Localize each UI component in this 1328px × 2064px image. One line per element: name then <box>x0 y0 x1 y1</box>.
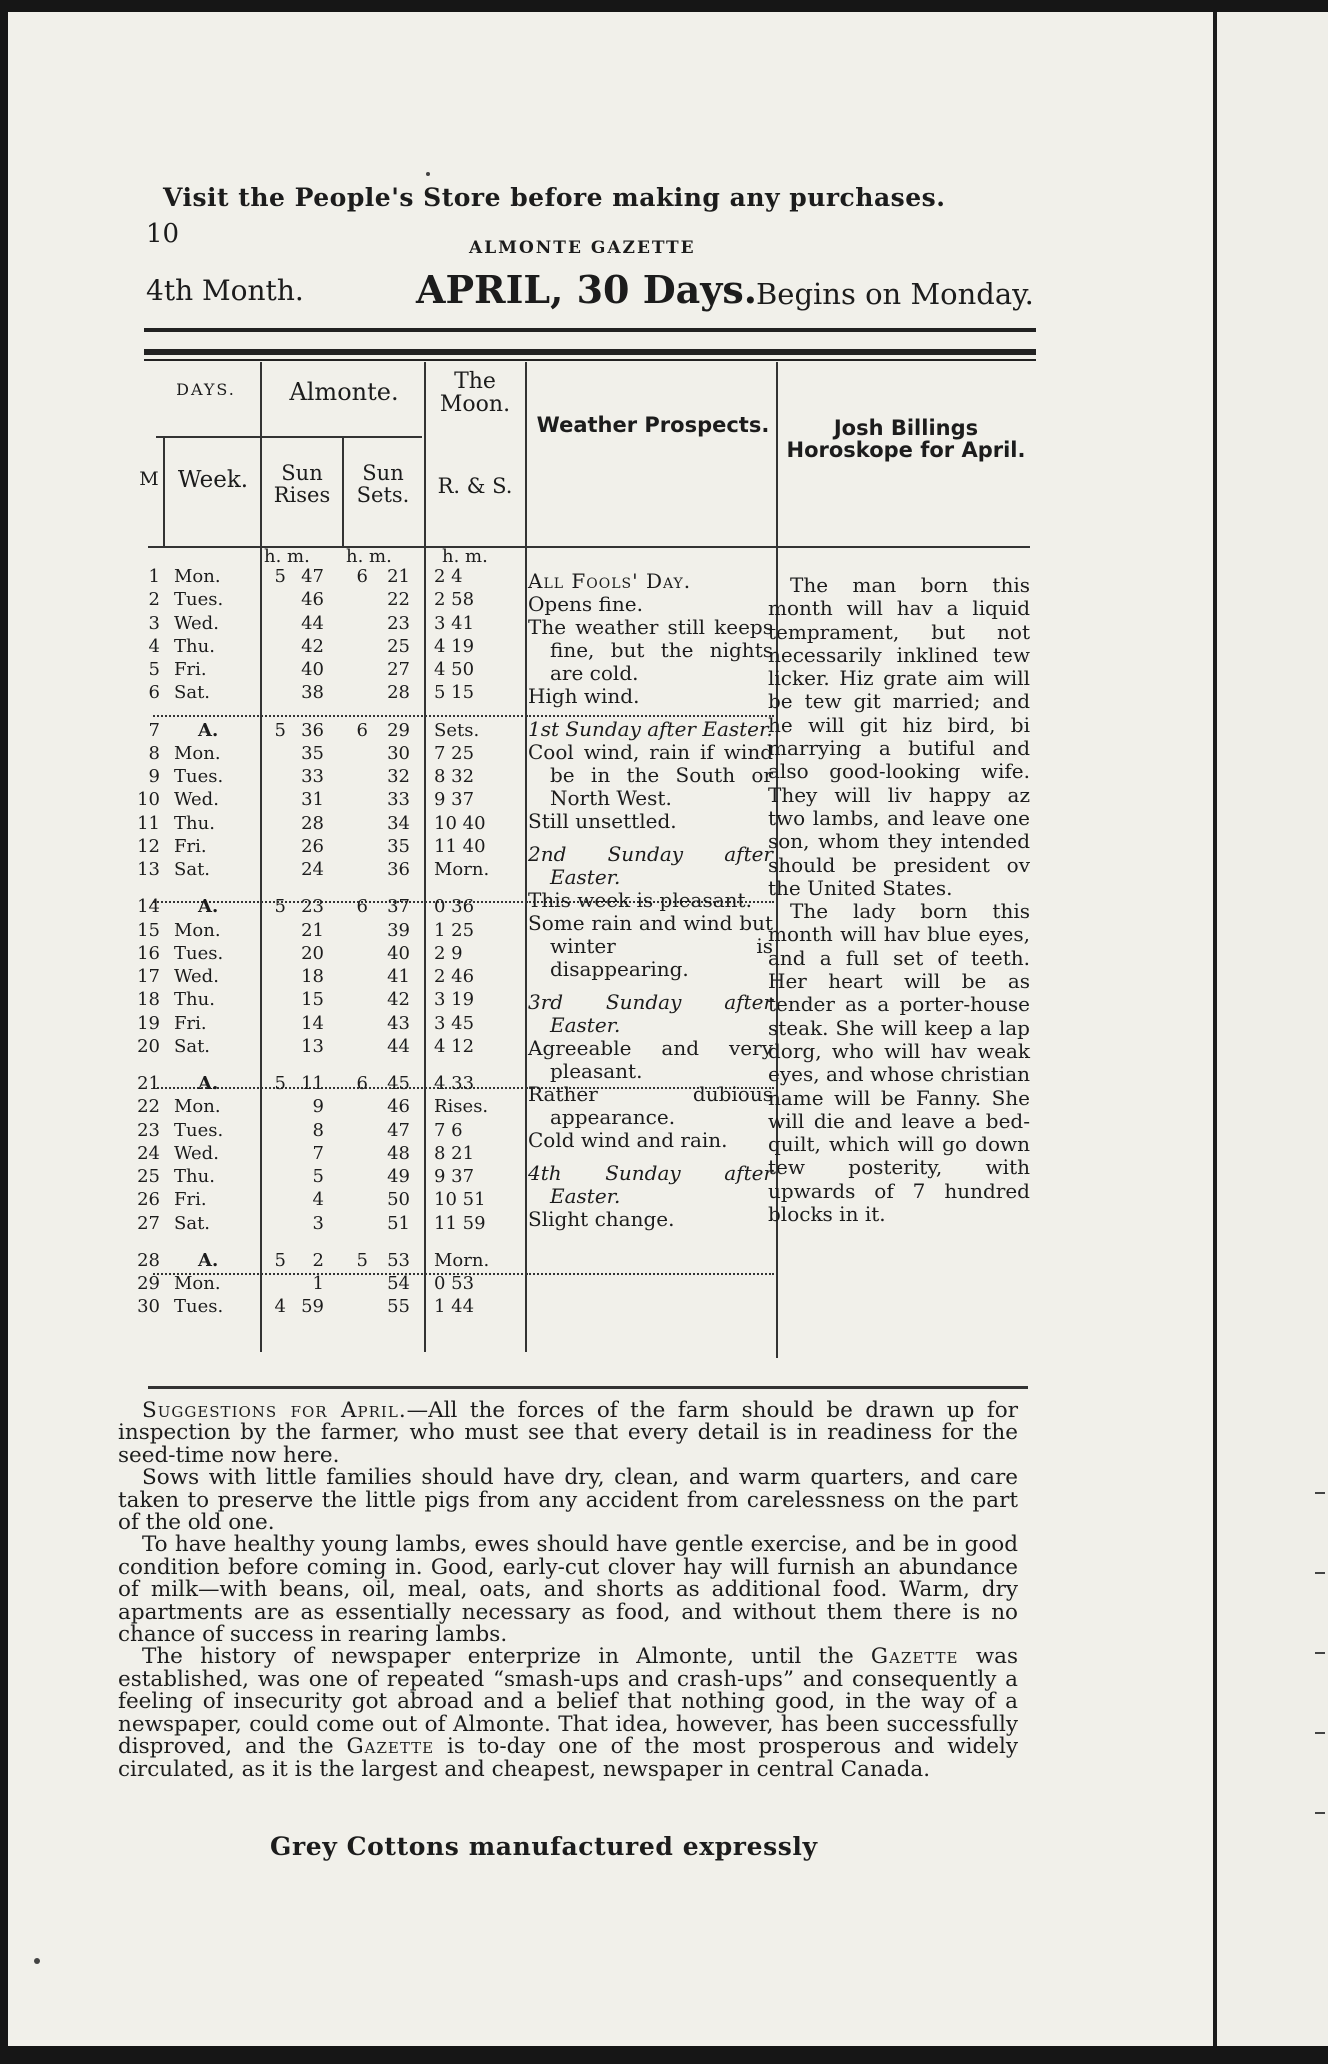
day-of-week: A. <box>198 719 219 741</box>
adjacent-page-edge <box>1213 12 1328 2046</box>
sunset-minute: 45 <box>387 1073 410 1094</box>
day-of-month: 7 <box>148 719 160 741</box>
weather-entry: Rather dubious appearance. <box>528 1082 773 1129</box>
weather-entry: 3rd Sunday after Easter. <box>528 990 773 1037</box>
sunset-minute: 42 <box>387 989 410 1011</box>
sunrise-minute: 24 <box>301 859 324 880</box>
moon-rise-set: 10 51 <box>434 1189 486 1211</box>
weather-entry: Agreeable and very pleasant. <box>528 1036 773 1083</box>
sunrise-minute: 35 <box>301 742 324 764</box>
day-of-month: 11 <box>137 812 160 834</box>
sunset-hour: 6 <box>356 719 368 741</box>
units-rise: h. m. <box>264 546 310 567</box>
day-of-month: 29 <box>137 1273 160 1294</box>
horoscope-man: The man born this month will hav a liquid temprament, but not necessarily inklined tew licker. Hiz grate aim will be tew git married; and he will git hiz bird, bi marrying a butiful and also good-looking wife. They will liv happy az two lambs, and leave one son, whom they intended should be president ov the United States. <box>768 573 1030 900</box>
suggestions-p1: —All the forces of the farm should be drawn up for inspection by the farmer, who must see that every detail is in readiness for the seed-time now here. <box>118 1398 1018 1468</box>
edge-mark <box>1315 1732 1325 1734</box>
sunset-minute: 30 <box>387 742 410 764</box>
sunrise-minute: 36 <box>301 719 324 741</box>
sunrise-minute: 2 <box>312 1249 324 1271</box>
sunrise-hour: 5 <box>274 566 286 587</box>
moon-rise-set: 0 53 <box>434 1273 475 1294</box>
sunset-minute: 39 <box>387 919 410 941</box>
day-of-month: 21 <box>137 1073 160 1094</box>
horoscope-lady: The lady born this month will hav blue eyes, and a full set of teeth. Her heart will be as tender as a porter-house steak. She will keep a lap dorg, who will hav weak eyes, and whose christian name will be Fanny. She will die and leave a bed-quilt, which will go down tew posterity, with upwards of 7 hundred blocks in it. <box>768 899 1030 1227</box>
day-of-week: Sat. <box>174 1212 211 1234</box>
day-of-week: Sat. <box>174 1035 211 1057</box>
day-of-month: 30 <box>137 1296 160 1318</box>
sunrise-minute: 28 <box>301 812 324 834</box>
moon-rise-set: Morn. <box>434 1249 490 1271</box>
sunset-minute: 35 <box>387 835 410 857</box>
suggestions-text <box>118 1400 1018 1781</box>
day-of-week: A. <box>198 1249 219 1271</box>
sunrise-hour: 5 <box>274 719 286 741</box>
moon-rise-set: 7 6 <box>434 1119 463 1141</box>
sunrise-minute: 46 <box>301 589 324 611</box>
sunset-minute: 49 <box>387 1166 410 1187</box>
sunrise-minute: 33 <box>301 766 324 787</box>
rule-top-2 <box>144 349 1036 355</box>
day-of-month: 8 <box>148 742 160 764</box>
day-of-week: Mon. <box>174 1096 221 1118</box>
weather-entry: The weather still keeps fine, but the nights are cold. <box>528 615 773 685</box>
sunrise-minute: 4 <box>312 1189 324 1211</box>
header-horoscope: Josh Billings Horoskope for April. <box>786 416 1026 463</box>
sunset-minute: 40 <box>387 942 410 964</box>
weather-entry: 1st Sunday after Easter. <box>528 717 773 741</box>
bottom-advertisement: Grey Cottons manufactured expressly <box>270 1832 818 1861</box>
sunrise-minute: 42 <box>301 635 324 657</box>
sunrise-minute: 44 <box>301 612 324 634</box>
day-of-month: 19 <box>137 1012 160 1034</box>
day-of-week: A. <box>198 1073 219 1094</box>
day-of-month: 5 <box>148 659 160 680</box>
sunrise-minute: 47 <box>301 566 324 587</box>
header-moon: The Moon. <box>439 369 511 418</box>
day-of-week: Tues. <box>174 589 224 611</box>
sunset-minute: 50 <box>387 1189 410 1211</box>
sunrise-minute: 31 <box>301 789 324 811</box>
sunrise-minute: 13 <box>301 1035 324 1057</box>
sunset-minute: 43 <box>387 1012 410 1034</box>
weather-entry: Some rain and wind but winter is disappearing. <box>528 911 773 981</box>
day-of-month: 3 <box>148 612 160 634</box>
suggestions-p4e: is to-day one of the most prosperous and widely circulated, as it is the largest and cheapest, newspaper in central Canada. <box>118 1734 1019 1782</box>
ink-speck-2 <box>426 172 430 176</box>
day-of-month: 14 <box>137 896 160 918</box>
gazette-name-1: Gazette <box>870 1644 959 1670</box>
sunset-minute: 32 <box>387 766 410 787</box>
sunrise-minute: 7 <box>312 1142 324 1164</box>
edge-mark <box>1315 1652 1325 1654</box>
weather-entry: 4th Sunday after Easter. <box>528 1161 773 1208</box>
day-of-month: 16 <box>137 942 160 964</box>
weather-entry: All Fools' Day. <box>528 569 692 593</box>
day-of-week: Fri. <box>174 1012 207 1034</box>
day-of-month: 4 <box>148 635 160 657</box>
day-of-week: Mon. <box>174 566 221 587</box>
sunrise-minute: 23 <box>301 896 324 918</box>
horoscope-column <box>768 574 1030 1226</box>
weather-entry: High wind. <box>528 684 640 708</box>
header-days: DAYS. <box>176 380 236 399</box>
moon-rise-set: 5 15 <box>434 682 475 704</box>
moon-rise-set: 4 33 <box>434 1073 475 1094</box>
sunset-minute: 28 <box>387 682 410 704</box>
sunrise-minute: 1 <box>312 1273 324 1294</box>
sunset-minute: 34 <box>387 812 410 834</box>
moon-rise-set: Sets. <box>434 719 480 741</box>
sunrise-hour: 5 <box>274 896 286 918</box>
day-of-week: A. <box>198 896 219 918</box>
day-of-week: Fri. <box>174 659 207 680</box>
col-line-1 <box>260 362 262 1352</box>
moon-rise-set: 10 40 <box>434 812 486 834</box>
day-of-month: 24 <box>137 1142 160 1164</box>
sunrise-minute: 3 <box>312 1212 324 1234</box>
moon-rise-set: 3 41 <box>434 612 475 634</box>
day-of-week: Wed. <box>174 1142 219 1164</box>
day-of-month: 23 <box>137 1119 160 1141</box>
sunset-minute: 46 <box>387 1096 410 1118</box>
day-of-month: 6 <box>148 682 160 704</box>
day-of-month: 28 <box>137 1249 160 1271</box>
moon-rise-set: Rises. <box>434 1096 489 1118</box>
moon-rise-set: 11 59 <box>434 1212 486 1234</box>
units-moon: h. m. <box>442 546 488 567</box>
moon-rise-set: 11 40 <box>434 835 486 857</box>
sunrise-minute: 59 <box>301 1296 324 1318</box>
top-advertisement: Visit the People's Store before making any purchases. <box>163 183 946 212</box>
suggestions-p2: Sows with little families should have dry, clean, and warm quarters, and care taken to preserve the little pigs from any accident from carelessness on the part of the old one. <box>118 1465 1018 1536</box>
moon-rise-set: 3 45 <box>434 1012 475 1034</box>
day-of-week: Mon. <box>174 1273 221 1294</box>
day-of-month: 10 <box>137 789 160 811</box>
moon-rise-set: 4 50 <box>434 659 475 680</box>
sunset-hour: 6 <box>356 896 368 918</box>
sunset-minute: 22 <box>387 589 410 611</box>
month-label: 4th Month. <box>146 274 304 307</box>
sunrise-minute: 9 <box>312 1096 324 1118</box>
table-bottom-rule <box>148 1386 1028 1389</box>
weather-prospects-column <box>528 570 773 1231</box>
sunset-minute: 33 <box>387 789 410 811</box>
moon-rise-set: 8 21 <box>434 1142 475 1164</box>
weather-entry: 2nd Sunday after Easter. <box>528 842 773 889</box>
day-of-week: Wed. <box>174 966 219 987</box>
suggestions-p4c: was established, was one of repeated “smash-ups and crash-ups” and consequently a feeling of insecurity got abroad and a belief that nothing good, in the way of a newspaper, could come out of Almonte. That idea, however, has been successfully disproved, and the <box>118 1644 1018 1760</box>
header-almonte: Almonte. <box>289 378 399 406</box>
day-of-month: 15 <box>137 919 160 941</box>
sunset-minute: 55 <box>387 1296 410 1318</box>
sunrise-minute: 5 <box>312 1166 324 1187</box>
suggestions-lead: Suggestions for April. <box>142 1398 407 1423</box>
day-of-month: 2 <box>148 589 160 611</box>
moon-rise-set: 8 32 <box>434 766 475 787</box>
sunrise-hour: 5 <box>274 1249 286 1271</box>
day-of-week: Mon. <box>174 742 221 764</box>
almanac-page <box>8 12 1213 2046</box>
weather-entry: Opens fine. <box>528 592 643 616</box>
day-of-week: Thu. <box>174 812 215 834</box>
moon-rise-set: 2 4 <box>434 566 463 587</box>
edge-mark <box>1315 1492 1325 1494</box>
header-weather: Weather Prospects. <box>536 413 770 437</box>
moon-rise-set: Morn. <box>434 859 490 880</box>
sunset-hour: 6 <box>356 566 368 587</box>
moon-rise-set: 1 25 <box>434 919 475 941</box>
suggestions-p3: To have healthy young lambs, ewes should have gentle exercise, and be in good condition before coming in. Good, early-cut clover hay will furnish an abundance of milk—with beans, oil, meal, oats, and shorts as additional food. Warm, dry apartments are as essentially necessary as food, and without them there is no chance of success in rearing lambs. <box>118 1532 1018 1648</box>
day-of-week: Wed. <box>174 612 219 634</box>
rule-top <box>144 328 1036 332</box>
day-of-week: Tues. <box>174 766 224 787</box>
month-title: APRIL, 30 Days. <box>416 267 757 312</box>
weather-entry: Cold wind and rain. <box>528 1128 728 1152</box>
moon-rise-set: 1 44 <box>434 1296 475 1318</box>
sunset-minute: 25 <box>387 635 410 657</box>
col-line-1b <box>163 436 165 546</box>
header-m: M <box>139 468 159 490</box>
day-of-month: 9 <box>148 766 160 787</box>
edge-mark <box>1315 1812 1325 1814</box>
weather-entry: Slight change. <box>528 1207 675 1231</box>
day-of-month: 26 <box>137 1189 160 1211</box>
sunset-minute: 41 <box>387 966 410 987</box>
moon-rise-set: 0 36 <box>434 896 475 918</box>
page-gutter <box>1213 12 1217 2046</box>
sunrise-minute: 20 <box>301 942 324 964</box>
day-of-month: 25 <box>137 1166 160 1187</box>
sunrise-minute: 14 <box>301 1012 324 1034</box>
week-separator-1 <box>153 715 523 717</box>
moon-rise-set: 3 19 <box>434 989 475 1011</box>
day-of-month: 27 <box>137 1212 160 1234</box>
col-line-3 <box>525 362 527 1352</box>
day-of-week: Tues. <box>174 1296 224 1318</box>
moon-rise-set: 4 19 <box>434 635 475 657</box>
sunrise-hour: 4 <box>274 1296 286 1318</box>
weather-entry: Cool wind, rain if wind be in the South or North West. <box>528 740 773 810</box>
day-of-month: 17 <box>137 966 160 987</box>
sunrise-minute: 21 <box>301 919 324 941</box>
day-of-month: 12 <box>137 835 160 857</box>
day-of-month: 22 <box>137 1096 160 1118</box>
rule-top-3 <box>144 359 1036 361</box>
page-number: 10 <box>146 219 180 249</box>
sunset-minute: 37 <box>387 896 410 918</box>
day-of-week: Thu. <box>174 1166 215 1187</box>
day-of-week: Thu. <box>174 635 215 657</box>
day-of-week: Thu. <box>174 989 215 1011</box>
moon-rise-set: 2 9 <box>434 942 463 964</box>
sunset-minute: 29 <box>387 719 410 741</box>
col-line-2 <box>424 362 426 1352</box>
day-of-week: Sat. <box>174 682 211 704</box>
day-of-week: Sat. <box>174 859 211 880</box>
ink-speck <box>34 1958 40 1964</box>
sunset-minute: 36 <box>387 859 410 880</box>
sunset-minute: 21 <box>387 566 410 587</box>
weather-entry: Still unsettled. <box>528 809 677 833</box>
day-of-week: Fri. <box>174 1189 207 1211</box>
sunrise-minute: 26 <box>301 835 324 857</box>
sunset-minute: 23 <box>387 612 410 634</box>
units-set: h. m. <box>346 546 392 567</box>
sunset-minute: 27 <box>387 659 410 680</box>
sunrise-minute: 18 <box>301 966 324 987</box>
weather-entry: This week is pleasant. <box>528 888 752 912</box>
sunrise-minute: 15 <box>301 989 324 1011</box>
day-of-month: 18 <box>137 989 160 1011</box>
header-sub-rule <box>156 436 422 438</box>
header-moon-rs: R. & S. <box>437 474 513 498</box>
day-of-week: Tues. <box>174 1119 224 1141</box>
suggestions-p4a: The history of newspaper enterprize in Almonte, until the <box>142 1644 871 1670</box>
moon-rise-set: 2 58 <box>434 589 475 611</box>
sunset-minute: 53 <box>387 1249 410 1271</box>
header-week: Week. <box>177 467 249 493</box>
header-sun-sets: Sun Sets. <box>356 461 410 508</box>
sunset-hour: 5 <box>356 1249 368 1271</box>
sunrise-minute: 11 <box>301 1073 324 1094</box>
day-of-week: Tues. <box>174 942 224 964</box>
weather-separator-4 <box>526 1273 774 1275</box>
moon-rise-set: 7 25 <box>434 742 475 764</box>
sunset-minute: 51 <box>387 1212 410 1234</box>
sunrise-hour: 5 <box>274 1073 286 1094</box>
day-of-week: Fri. <box>174 835 207 857</box>
moon-rise-set: 9 37 <box>434 1166 475 1187</box>
sunrise-minute: 38 <box>301 682 324 704</box>
running-head: ALMONTE GAZETTE <box>469 238 696 258</box>
sunset-minute: 44 <box>387 1035 410 1057</box>
day-of-month: 1 <box>148 566 160 587</box>
sunset-minute: 48 <box>387 1142 410 1164</box>
day-of-month: 20 <box>137 1035 160 1057</box>
sunset-hour: 6 <box>356 1073 368 1094</box>
gazette-name-2: Gazette <box>346 1734 435 1760</box>
sunrise-minute: 40 <box>301 659 324 680</box>
day-of-month: 13 <box>137 859 160 880</box>
moon-rise-set: 9 37 <box>434 789 475 811</box>
edge-mark <box>1315 1572 1325 1574</box>
header-sun-rises: Sun Rises <box>273 461 331 508</box>
moon-rise-set: 4 12 <box>434 1035 475 1057</box>
day-of-week: Wed. <box>174 789 219 811</box>
moon-rise-set: 2 46 <box>434 966 475 987</box>
sunrise-minute: 8 <box>312 1119 324 1141</box>
day-of-week: Mon. <box>174 919 221 941</box>
begins-label: Begins on Monday. <box>756 277 1034 311</box>
sunset-minute: 54 <box>387 1273 410 1294</box>
sunset-minute: 47 <box>387 1119 410 1141</box>
